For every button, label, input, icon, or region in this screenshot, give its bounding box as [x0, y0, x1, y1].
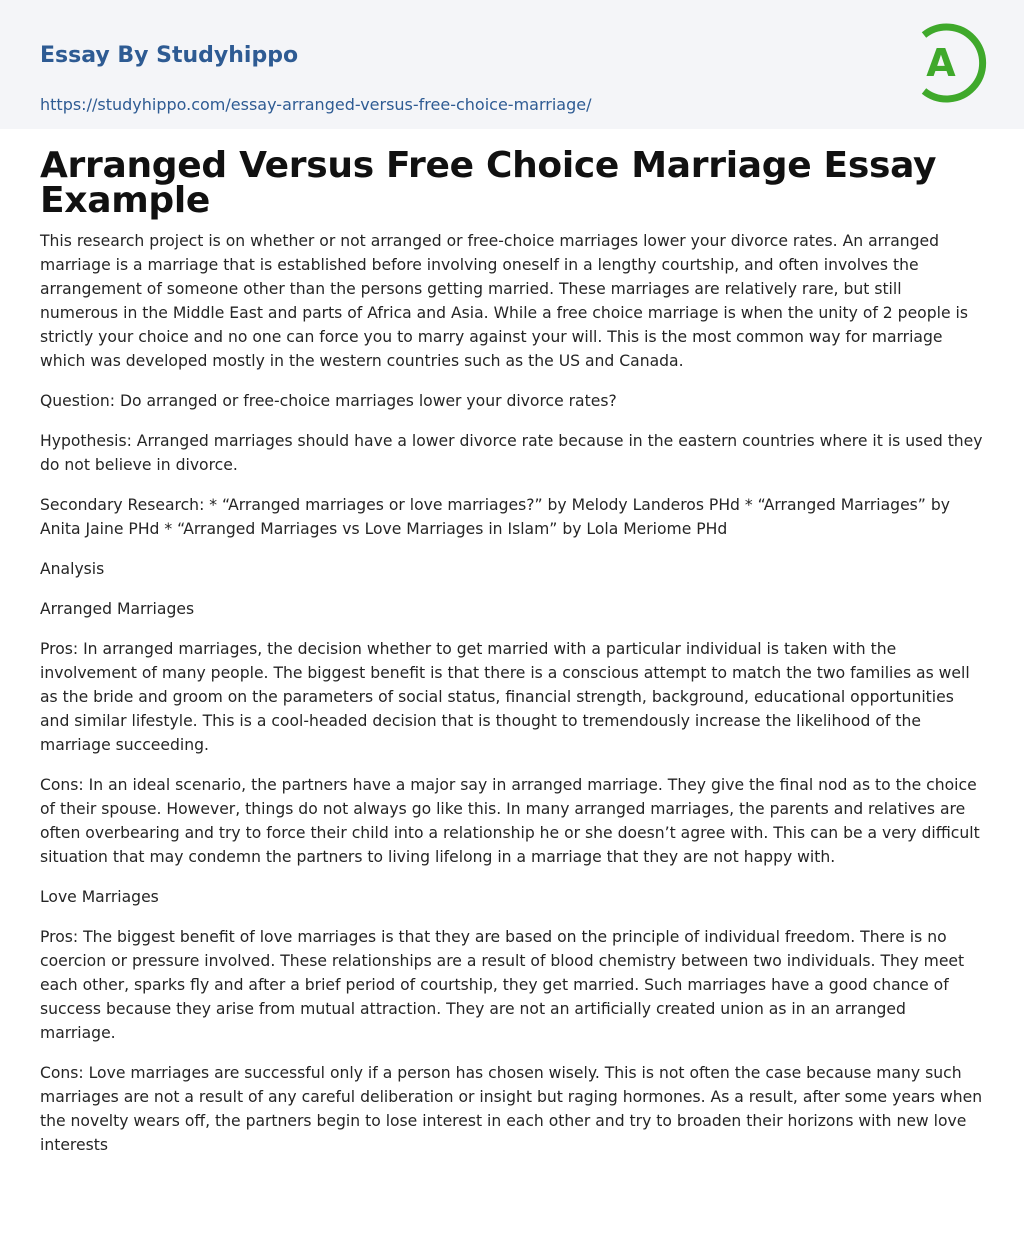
studyhippo-logo-icon[interactable] [910, 18, 988, 108]
arranged-cons-paragraph: Cons: In an ideal scenario, the partners have a major say in arranged marriage. They give the final nod as to the choice of their spouse. However, things do not always go like this. In many arranged marriages, the parents and relatives are often overbearing and try to force their child into a relationship he or she doesn’t agree with. This can be a very difficult situation that may condemn the partners to living lifelong in a marriage that they are not happy with. [40, 776, 980, 866]
essay-title: Arranged Versus Free Choice Marriage Essay Example [40, 145, 937, 221]
essay-url-link[interactable]: https://studyhippo.com/essay-arranged-versus-free-choice-marriage/ [40, 95, 592, 114]
love-pros-paragraph: Pros: The biggest benefit of love marriages is that they are based on the principle of individual freedom. There is no coercion or pressure involved. These relationships are a result of blood chemistry between two individuals. They meet each other, sparks fly and after a brief period of courtship, they get married. Such marriages have a good chance of success because they arise from mutual attraction. They are not an artificially created union as in an arranged marriage. [40, 928, 965, 1042]
essay-content [0, 145, 1024, 1157]
love-marriages-heading: Love Marriages [40, 888, 159, 906]
arranged-marriages-heading: Arranged Marriages [40, 600, 195, 618]
secondary-research-paragraph: Secondary Research: * “Arranged marriages or love marriages?” by Melody Landeros PHd * “Arranged Marriages” by Anita Jaine PHd * “Arranged Marriages vs Love Marriages in Islam” by Lola Meriome PHd [40, 496, 950, 538]
site-title[interactable]: Essay By Studyhippo [40, 43, 299, 68]
arranged-pros-paragraph: Pros: In arranged marriages, the decision whether to get married with a particular individual is taken with the involvement of many people. The biggest benefit is that there is a conscious attempt to match the two families as well as the bride and groom on the parameters of social status, financial strength, background, educational opportunities and similar lifestyle. This is a cool-headed decision that is thought to tremendously increase the likelihood of the marriage succeeding. [40, 640, 970, 754]
analysis-heading: Analysis [40, 560, 105, 578]
question-paragraph: Question: Do arranged or free-choice marriages lower your divorce rates? [40, 392, 617, 410]
site-header [0, 0, 1024, 129]
intro-paragraph: This research project is on whether or not arranged or free-choice marriages lower your divorce rates. An arranged marriage is a marriage that is established before involving oneself in a lengthy courtship, and often involves the arrangement of someone other than the persons getting married. These marriages are relatively rare, but still numerous in the Middle East and parts of Africa and Asia. While a free choice marriage is when the unity of 2 people is strictly your choice and no one can force you to marry against your will. This is the most common way for marriage which was developed mostly in the western countries such as the US and Canada. [40, 232, 968, 370]
hypothesis-paragraph: Hypothesis: Arranged marriages should have a lower divorce rate because in the eastern countries where it is used they do not believe in divorce. [40, 432, 983, 474]
love-cons-paragraph: Cons: Love marriages are successful only if a person has chosen wisely. This is not often the case because many such marriages are not a result of any careful deliberation or insight but raging hormones. As a result, after some years when the novelty wears off, the partners begin to lose interest in each other and try to broaden their horizons with new love interests [40, 1064, 983, 1154]
logo-letter: A [926, 41, 956, 85]
